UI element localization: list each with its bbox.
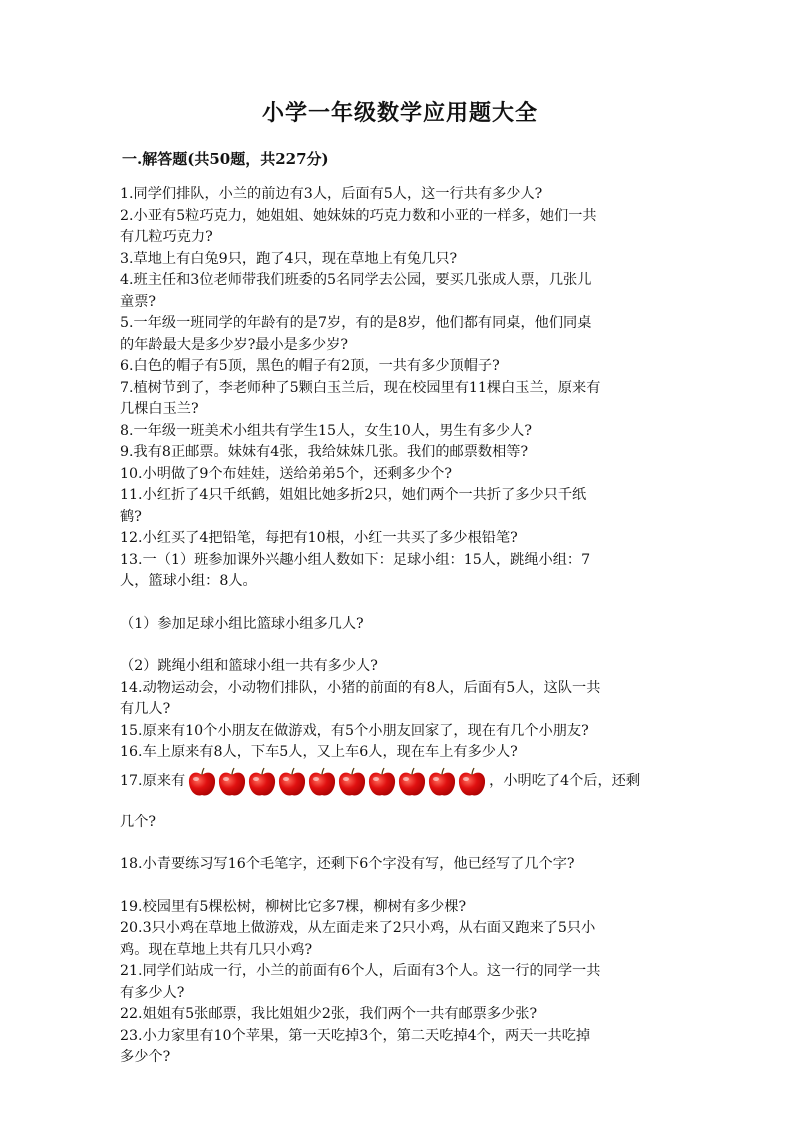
apple-icon: [187, 766, 217, 798]
question-16: 16.车上原来有8人，下车5人，又上车6人，现在车上有多少人?: [120, 744, 518, 760]
page-title: 小学一年级数学应用题大全: [261, 100, 538, 126]
question-7-line-1: 7.植树节到了，李老师种了5颗白玉兰后，现在校园里有11棵白玉兰，原来有: [120, 379, 601, 396]
question-2-line-2: 有几粒巧克力?: [120, 229, 213, 245]
spacer: [120, 876, 680, 897]
question-13-sub-2: （2）跳绳小组和篮球小组一共有多少人?: [120, 658, 378, 674]
spacer: [120, 635, 680, 656]
question-19: 19.校园里有5棵松树，柳树比它多7棵，柳树有多少棵?: [120, 898, 467, 915]
question-2-line-1: 2.小亚有5粒巧克力，她姐姐、她妹妹的巧克力数和小亚的一样多，她们一共: [120, 207, 597, 224]
apple-icon: [277, 766, 307, 798]
apple-icon: [337, 766, 367, 798]
question-17-suffix: ，小明吃了4个后，还剩: [489, 772, 641, 789]
question-21-line-1: 21.同学们站成一行，小兰的前面有6个人，后面有3个人。这一行的同学一共: [120, 963, 601, 979]
question-5-line-2: 的年龄最大是多少岁?最小是多少岁?: [120, 336, 349, 353]
question-1: 1.同学们排队，小兰的前边有3人，后面有5人，这一行共有多少人?: [120, 186, 543, 202]
apple-icon: [307, 766, 337, 798]
question-12: 12.小红买了4把铅笔，每把有10根，小红一共买了多少根铅笔?: [120, 530, 518, 546]
question-22: 22.姐姐有5张邮票，我比姐姐少2张，我们两个一共有邮票多少张?: [120, 1006, 538, 1022]
question-23-line-2: 多少个?: [120, 1049, 171, 1065]
question-15: 15.原来有10个小朋友在做游戏，有5个小朋友回家了，现在有几个小朋友?: [120, 722, 589, 739]
question-5-line-1: 5.一年级一班同学的年龄有的是7岁，有的是8岁，他们都有同桌，他们同桌: [120, 315, 592, 331]
question-4-line-1: 4.班主任和3位老师带我们班委的5名同学去公园，要买几张成人票，几张儿: [120, 272, 592, 288]
question-20-line-1: 20.3只小鸡在草地上做游戏，从左面走来了2只小鸡，从右面又跑来了5只小: [120, 920, 596, 936]
question-13-sub-1: （1）参加足球小组比篮球小组多几人?: [120, 615, 364, 632]
question-11-line-1: 11.小红折了4只千纸鹤，姐姐比她多折2只，她们两个一共折了多少只千纸: [120, 487, 587, 503]
question-17-line-1: [120, 764, 680, 800]
question-21-line-2: 有多少人?: [120, 984, 185, 1001]
question-11-line-2: 鹤?: [120, 508, 142, 525]
apple-icon: [247, 766, 277, 798]
question-list: [120, 184, 680, 1069]
question-14-line-2: 有几人?: [120, 701, 171, 717]
question-18: 18.小青要练习写16个毛笔字，还剩下6个字没有写，他已经写了几个字?: [120, 856, 575, 872]
question-7-line-2: 几棵白玉兰?: [120, 401, 199, 417]
apple-icon: [397, 766, 427, 798]
apple-icon: [457, 766, 487, 798]
question-17-line-2: 几个?: [120, 813, 156, 830]
question-6: 6.白色的帽子有5顶，黑色的帽子有2顶，一共有多少顶帽子?: [120, 358, 500, 374]
question-4-line-2: 童票?: [120, 293, 156, 310]
question-23-line-1: 23.小力家里有10个苹果，第一天吃掉3个，第二天吃掉4个，两天一共吃掉: [120, 1027, 591, 1044]
apple-icon: [367, 766, 397, 798]
question-9: 9.我有8正邮票。妹妹有4张，我给妹妹几张。我们的邮票数相等?: [120, 444, 529, 460]
question-8: 8.一年级一班美术小组共有学生15人，女生10人，男生有多少人?: [120, 422, 532, 439]
question-13-line-2: 人，篮球小组：8人。: [120, 573, 257, 589]
section-heading: 一.解答题(共50题，共227分): [122, 150, 329, 168]
question-10: 10.小明做了9个布娃娃，送给弟弟5个，还剩多少个?: [120, 465, 452, 482]
spacer: [120, 800, 680, 812]
question-3: 3.草地上有白兔9只，跑了4只，现在草地上有兔几只?: [120, 250, 458, 267]
question-20-line-2: 鸡。现在草地上共有几只小鸡?: [120, 941, 313, 958]
spacer: [120, 593, 680, 614]
apple-row: [187, 766, 487, 798]
question-14-line-1: 14.动物运动会，小动物们排队，小猪的前面的有8人，后面有5人，这队一共: [120, 679, 601, 696]
question-17-prefix: 17.原来有: [120, 772, 186, 789]
apple-icon: [217, 766, 247, 798]
spacer: [120, 833, 680, 854]
apple-icon: [427, 766, 457, 798]
question-13-line-1: 13.一（1）班参加课外兴趣小组人数如下：足球小组：15人，跳绳小组：7: [120, 551, 591, 568]
